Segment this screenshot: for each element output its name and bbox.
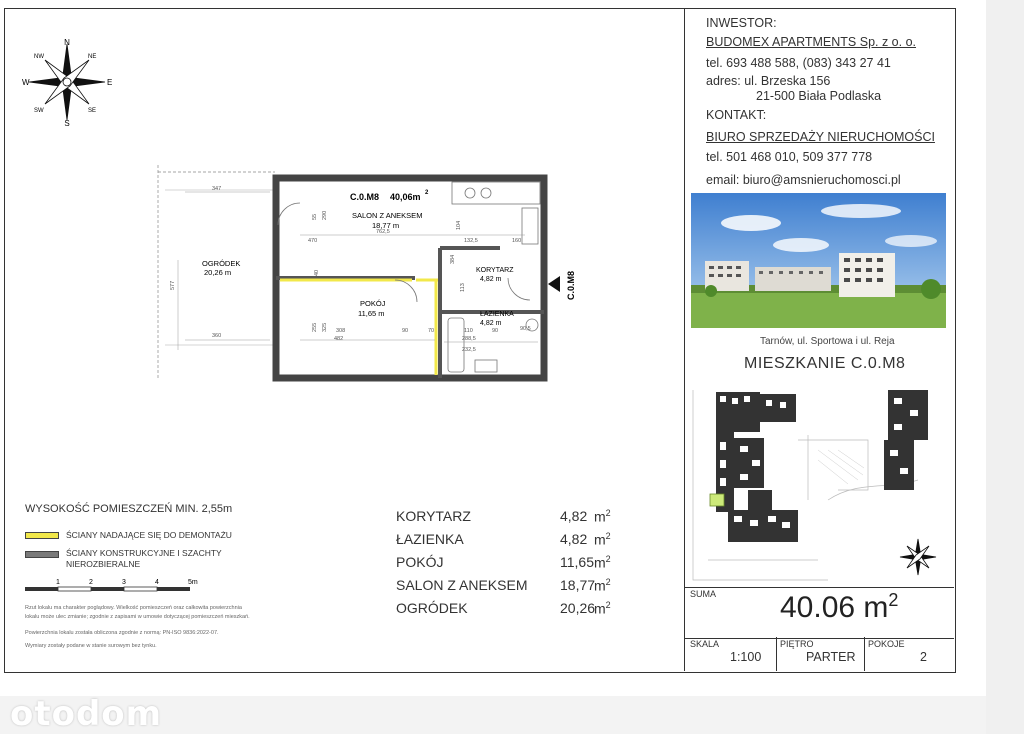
dim-70: 70 bbox=[428, 328, 435, 334]
dim-308: 308 bbox=[336, 328, 346, 334]
building-render-image bbox=[691, 193, 946, 328]
dim-90-5: 90,5 bbox=[520, 326, 531, 332]
agency-phone: tel. 501 468 010, 509 377 778 bbox=[706, 150, 873, 164]
agency-name: BIURO SPRZEDAŻY NIERUCHOMOŚCI bbox=[706, 130, 935, 144]
floor-plan-drawing bbox=[130, 160, 590, 390]
dim-290: 290 bbox=[322, 210, 328, 220]
area-unit-lazienka: $m^2$ bbox=[594, 531, 611, 548]
note-2: lokalu może ulec zmianie; zgodnie z zapisami w umowie dotyczącej pomieszczeń mieszkań. bbox=[25, 614, 250, 620]
plan-pokoj-area: 11,65 m bbox=[358, 309, 385, 318]
compass-w: W bbox=[22, 78, 30, 87]
note-1: Rzut lokalu ma charakter poglądowy. Wielkość pomieszczeń oraz całkowita powierzchnia bbox=[25, 605, 242, 611]
grey-wall-swatch bbox=[25, 551, 59, 558]
area-unit-korytarz: $m^2$ bbox=[594, 508, 611, 525]
dim-577: 577 bbox=[170, 280, 176, 290]
plan-korytarz-label: KORYTARZ bbox=[476, 267, 514, 274]
dim-132-5: 132,5 bbox=[464, 238, 478, 244]
scale-tick-5m: 5m bbox=[188, 579, 198, 586]
room-height-note: WYSOKOŚĆ POMIESZCZEŃ MIN. 2,55m bbox=[25, 503, 233, 515]
skala-value: 1:100 bbox=[730, 650, 762, 664]
dim-104: 104 bbox=[456, 220, 462, 230]
plan-salon-area: 18,77 m bbox=[372, 221, 400, 230]
area-name-korytarz: KORYTARZ bbox=[396, 508, 471, 524]
area-name-lazienka: ŁAZIENKA bbox=[396, 531, 464, 547]
pietro-label: PIĘTRO bbox=[780, 639, 814, 649]
right-margin-strip bbox=[986, 0, 1024, 734]
area-name-salon: SALON Z ANEKSEM bbox=[396, 577, 528, 593]
area-unit-salon: $m^2$ bbox=[594, 577, 611, 594]
compass-rose-icon bbox=[22, 38, 112, 126]
area-value-salon: 18,77 bbox=[560, 577, 596, 593]
plan-entrance-label: C.0.M8 bbox=[566, 270, 576, 300]
dim-232-5: 232,5 bbox=[462, 347, 476, 353]
skala-label: SKALA bbox=[690, 639, 720, 649]
summary-separator-2 bbox=[864, 637, 865, 671]
dim-384: 384 bbox=[450, 254, 456, 264]
area-value-pokoj: 11,65 bbox=[560, 554, 594, 570]
suma-value: 40.06 $m^2$ bbox=[780, 590, 899, 624]
note-4: Wymiary zostały podane w stanie surowym bez tynku. bbox=[25, 643, 157, 649]
dim-113: 113 bbox=[460, 283, 466, 292]
grey-walls-label-2: NIEROZBIERALNE bbox=[66, 559, 141, 569]
site-plan-diagram bbox=[688, 380, 950, 588]
dim-255: 255 bbox=[312, 322, 318, 332]
dim-762-5: 762,5 bbox=[376, 229, 390, 235]
otodom-watermark: otodom bbox=[10, 694, 163, 734]
contact-heading: KONTAKT: bbox=[706, 108, 767, 122]
compass-e: E bbox=[107, 78, 112, 87]
plan-ogrodek-area: 20,26 m bbox=[204, 268, 232, 277]
dim-90: 90 bbox=[402, 328, 409, 334]
grey-walls-label-1: ŚCIANY KONSTRUKCYJNE I SZACHTY bbox=[66, 548, 222, 558]
area-unit-ogrodek: $m^2$ bbox=[594, 600, 611, 617]
area-name-ogrodek: OGRÓDEK bbox=[396, 600, 468, 616]
compass-n: N bbox=[64, 38, 70, 47]
area-value-korytarz: 4,82 bbox=[560, 508, 588, 524]
scale-tick-1: 1 bbox=[56, 579, 60, 586]
plan-unit-area-sup: 2 bbox=[425, 190, 429, 196]
plan-lazienka-area: 4,82 m bbox=[480, 320, 502, 327]
scale-bar bbox=[25, 576, 210, 596]
investor-address-2: 21-500 Biała Podlaska bbox=[756, 89, 882, 103]
plan-lazienka-label: ŁAZIENKA bbox=[480, 311, 514, 318]
plan-korytarz-area: 4,82 m bbox=[480, 276, 502, 283]
scale-tick-3: 3 bbox=[122, 579, 126, 586]
pietro-value: PARTER bbox=[806, 650, 856, 664]
investor-phone: tel. 693 488 588, (083) 343 27 41 bbox=[706, 56, 891, 70]
dim-347: 347 bbox=[212, 186, 222, 192]
compass-nw: NW bbox=[34, 54, 44, 60]
dim-55: 55 bbox=[312, 213, 318, 220]
investor-company: BUDOMEX APARTMENTS Sp. z o. o. bbox=[706, 35, 917, 49]
dim-288-5: 288,5 bbox=[462, 336, 476, 342]
plan-unit-label: C.0.M8 bbox=[350, 192, 380, 202]
sheet-divider bbox=[684, 8, 685, 671]
photo-caption: Tarnów, ul. Sportowa i ul. Reja bbox=[760, 336, 895, 347]
suma-label: SUMA bbox=[690, 589, 717, 599]
plan-unit-area: 40,06m bbox=[390, 192, 421, 202]
area-value-lazienka: 4,82 bbox=[560, 531, 588, 547]
plan-salon-label: SALON Z ANEKSEM bbox=[352, 211, 423, 220]
summary-separator-1 bbox=[776, 637, 777, 671]
area-value-ogrodek: 20,26 bbox=[560, 600, 596, 616]
dim-110: 110 bbox=[464, 328, 473, 334]
yellow-wall-swatch bbox=[25, 532, 59, 539]
dim-470: 470 bbox=[308, 238, 318, 244]
plan-pokoj-label: POKÓJ bbox=[360, 299, 386, 308]
yellow-walls-label: ŚCIANY NADAJĄCE SIĘ DO DEMONTAŻU bbox=[66, 530, 232, 540]
scale-tick-2: 2 bbox=[89, 579, 93, 586]
investor-heading: INWESTOR: bbox=[706, 16, 777, 30]
dim-160: 160 bbox=[512, 238, 522, 244]
investor-address-1: adres: ul. Brzeska 156 bbox=[706, 74, 831, 88]
area-unit-pokoj: $m^2$ bbox=[594, 554, 611, 571]
pokoje-value: 2 bbox=[920, 650, 927, 664]
dim-90b: 90 bbox=[492, 328, 499, 334]
plan-ogrodek-label: OGRÓDEK bbox=[202, 259, 241, 268]
apartment-title: MIESZKANIE C.0.M8 bbox=[744, 355, 906, 372]
dim-360: 360 bbox=[212, 333, 222, 339]
compass-s: S bbox=[64, 119, 70, 126]
scale-tick-4: 4 bbox=[155, 579, 159, 586]
compass-ne: NE bbox=[88, 54, 97, 60]
agency-email: email: biuro@amsnieruchomosci.pl bbox=[706, 173, 901, 187]
dim-325: 325 bbox=[322, 322, 328, 332]
dim-482: 482 bbox=[334, 336, 344, 342]
compass-sw: SW bbox=[34, 108, 44, 114]
area-name-pokoj: POKÓJ bbox=[396, 554, 444, 570]
pokoje-label: POKOJE bbox=[868, 639, 905, 649]
note-3: Powierzchnia lokalu została obliczona zgodnie z normą: PN-ISO 9836:2022-07. bbox=[25, 630, 219, 636]
dim-40: 40 bbox=[314, 269, 320, 276]
compass-se: SE bbox=[88, 108, 97, 114]
